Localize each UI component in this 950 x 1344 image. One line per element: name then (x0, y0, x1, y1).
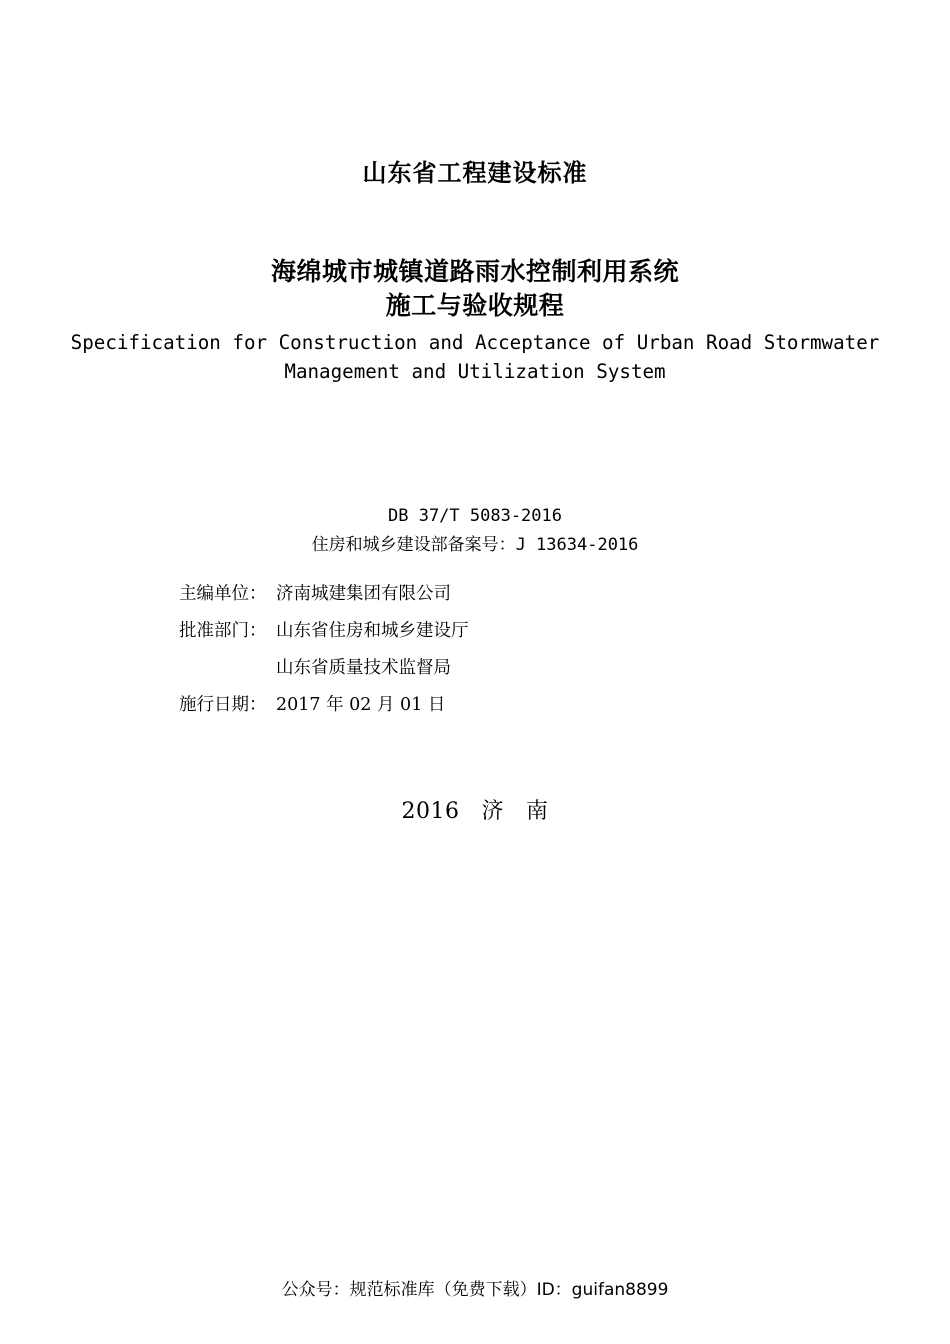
approval-department-value-2: 山东省质量技术监督局 (276, 658, 451, 678)
effective-date-value: 2017 年 02 月 01 日 (276, 695, 446, 715)
chinese-title-line-2: 施工与验收规程 (385, 291, 565, 320)
imprint-city-char-2: 南 (526, 799, 549, 824)
standard-number: DB 37/T 5083-2016 (388, 506, 562, 526)
filing-number: 住房和城乡建设部备案号：J 13634-2016 (311, 535, 639, 555)
approval-department-row (179, 617, 469, 642)
series-title: 山东省工程建设标准 (362, 158, 588, 187)
approval-department-row-2 (179, 654, 451, 679)
editor-unit-value: 济南城建集团有限公司 (276, 584, 451, 604)
approval-department-value-1: 山东省住房和城乡建设厅 (276, 621, 469, 641)
imprint (0, 794, 950, 825)
editor-unit-row (179, 580, 451, 605)
editor-unit-label: 主编单位： (179, 584, 267, 604)
chinese-title-line-1: 海绵城市城镇道路雨水控制利用系统 (270, 257, 679, 286)
imprint-year: 2016 (401, 799, 460, 824)
effective-date-row (179, 691, 445, 716)
imprint-city-char-1: 济 (481, 799, 504, 824)
footer-watermark: 公众号：规范标准库（免费下载）ID：guifan8899 (281, 1280, 669, 1300)
english-title-line-1: Specification for Construction and Acceptance of Urban Road Stormwater (70, 331, 880, 354)
english-title-line-2: Management and Utilization System (284, 360, 666, 383)
approval-department-label: 批准部门： (179, 621, 267, 641)
effective-date-label: 施行日期： (179, 695, 267, 715)
